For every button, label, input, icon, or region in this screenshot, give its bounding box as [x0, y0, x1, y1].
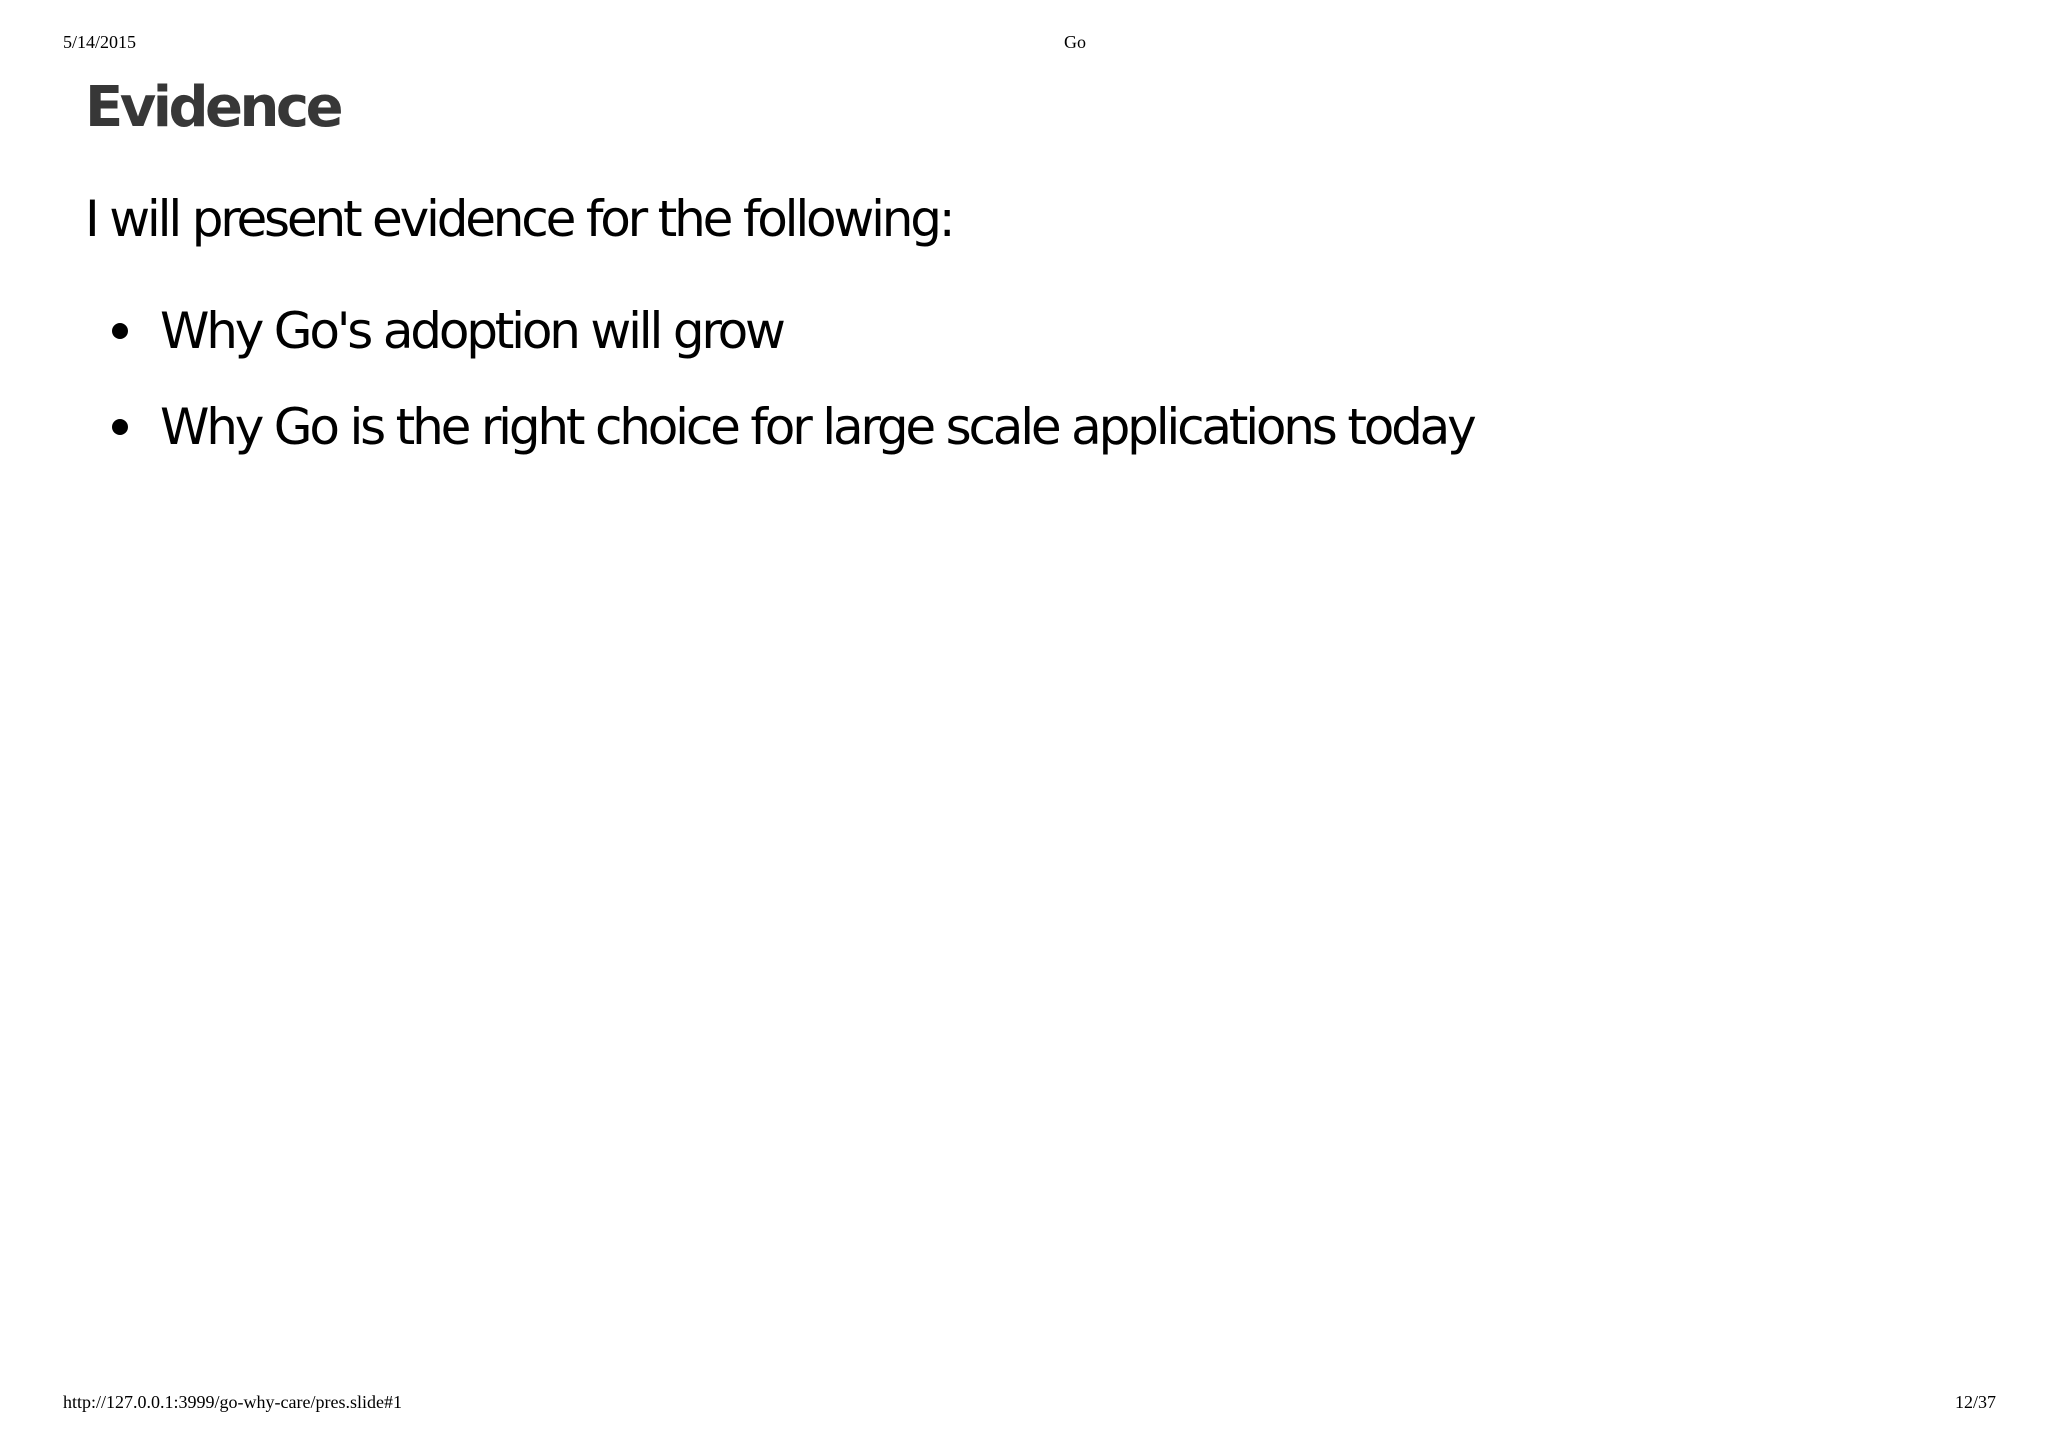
bullet-dot-icon	[112, 419, 128, 435]
page-number: 12/37	[1954, 1392, 1996, 1412]
slide-intro: I will present evidence for the following:	[85, 190, 953, 248]
list-item	[85, 283, 1985, 379]
bullet-list	[85, 283, 1985, 475]
list-item	[85, 379, 1985, 475]
bullet-text: Why Go is the right choice for large scale applications today	[160, 398, 1474, 456]
slide-title: Evidence	[85, 75, 341, 140]
print-header	[0, 32, 2048, 72]
bullet-dot-icon	[112, 323, 128, 339]
print-footer	[0, 1392, 2048, 1432]
slide	[85, 68, 1985, 475]
bullet-text: Why Go's adoption will grow	[160, 302, 783, 360]
print-doc-title: Go	[1064, 32, 1086, 52]
print-url: http://127.0.0.1:3999/go-why-care/pres.slide#1	[63, 1392, 402, 1412]
print-date: 5/14/2015	[63, 32, 137, 52]
